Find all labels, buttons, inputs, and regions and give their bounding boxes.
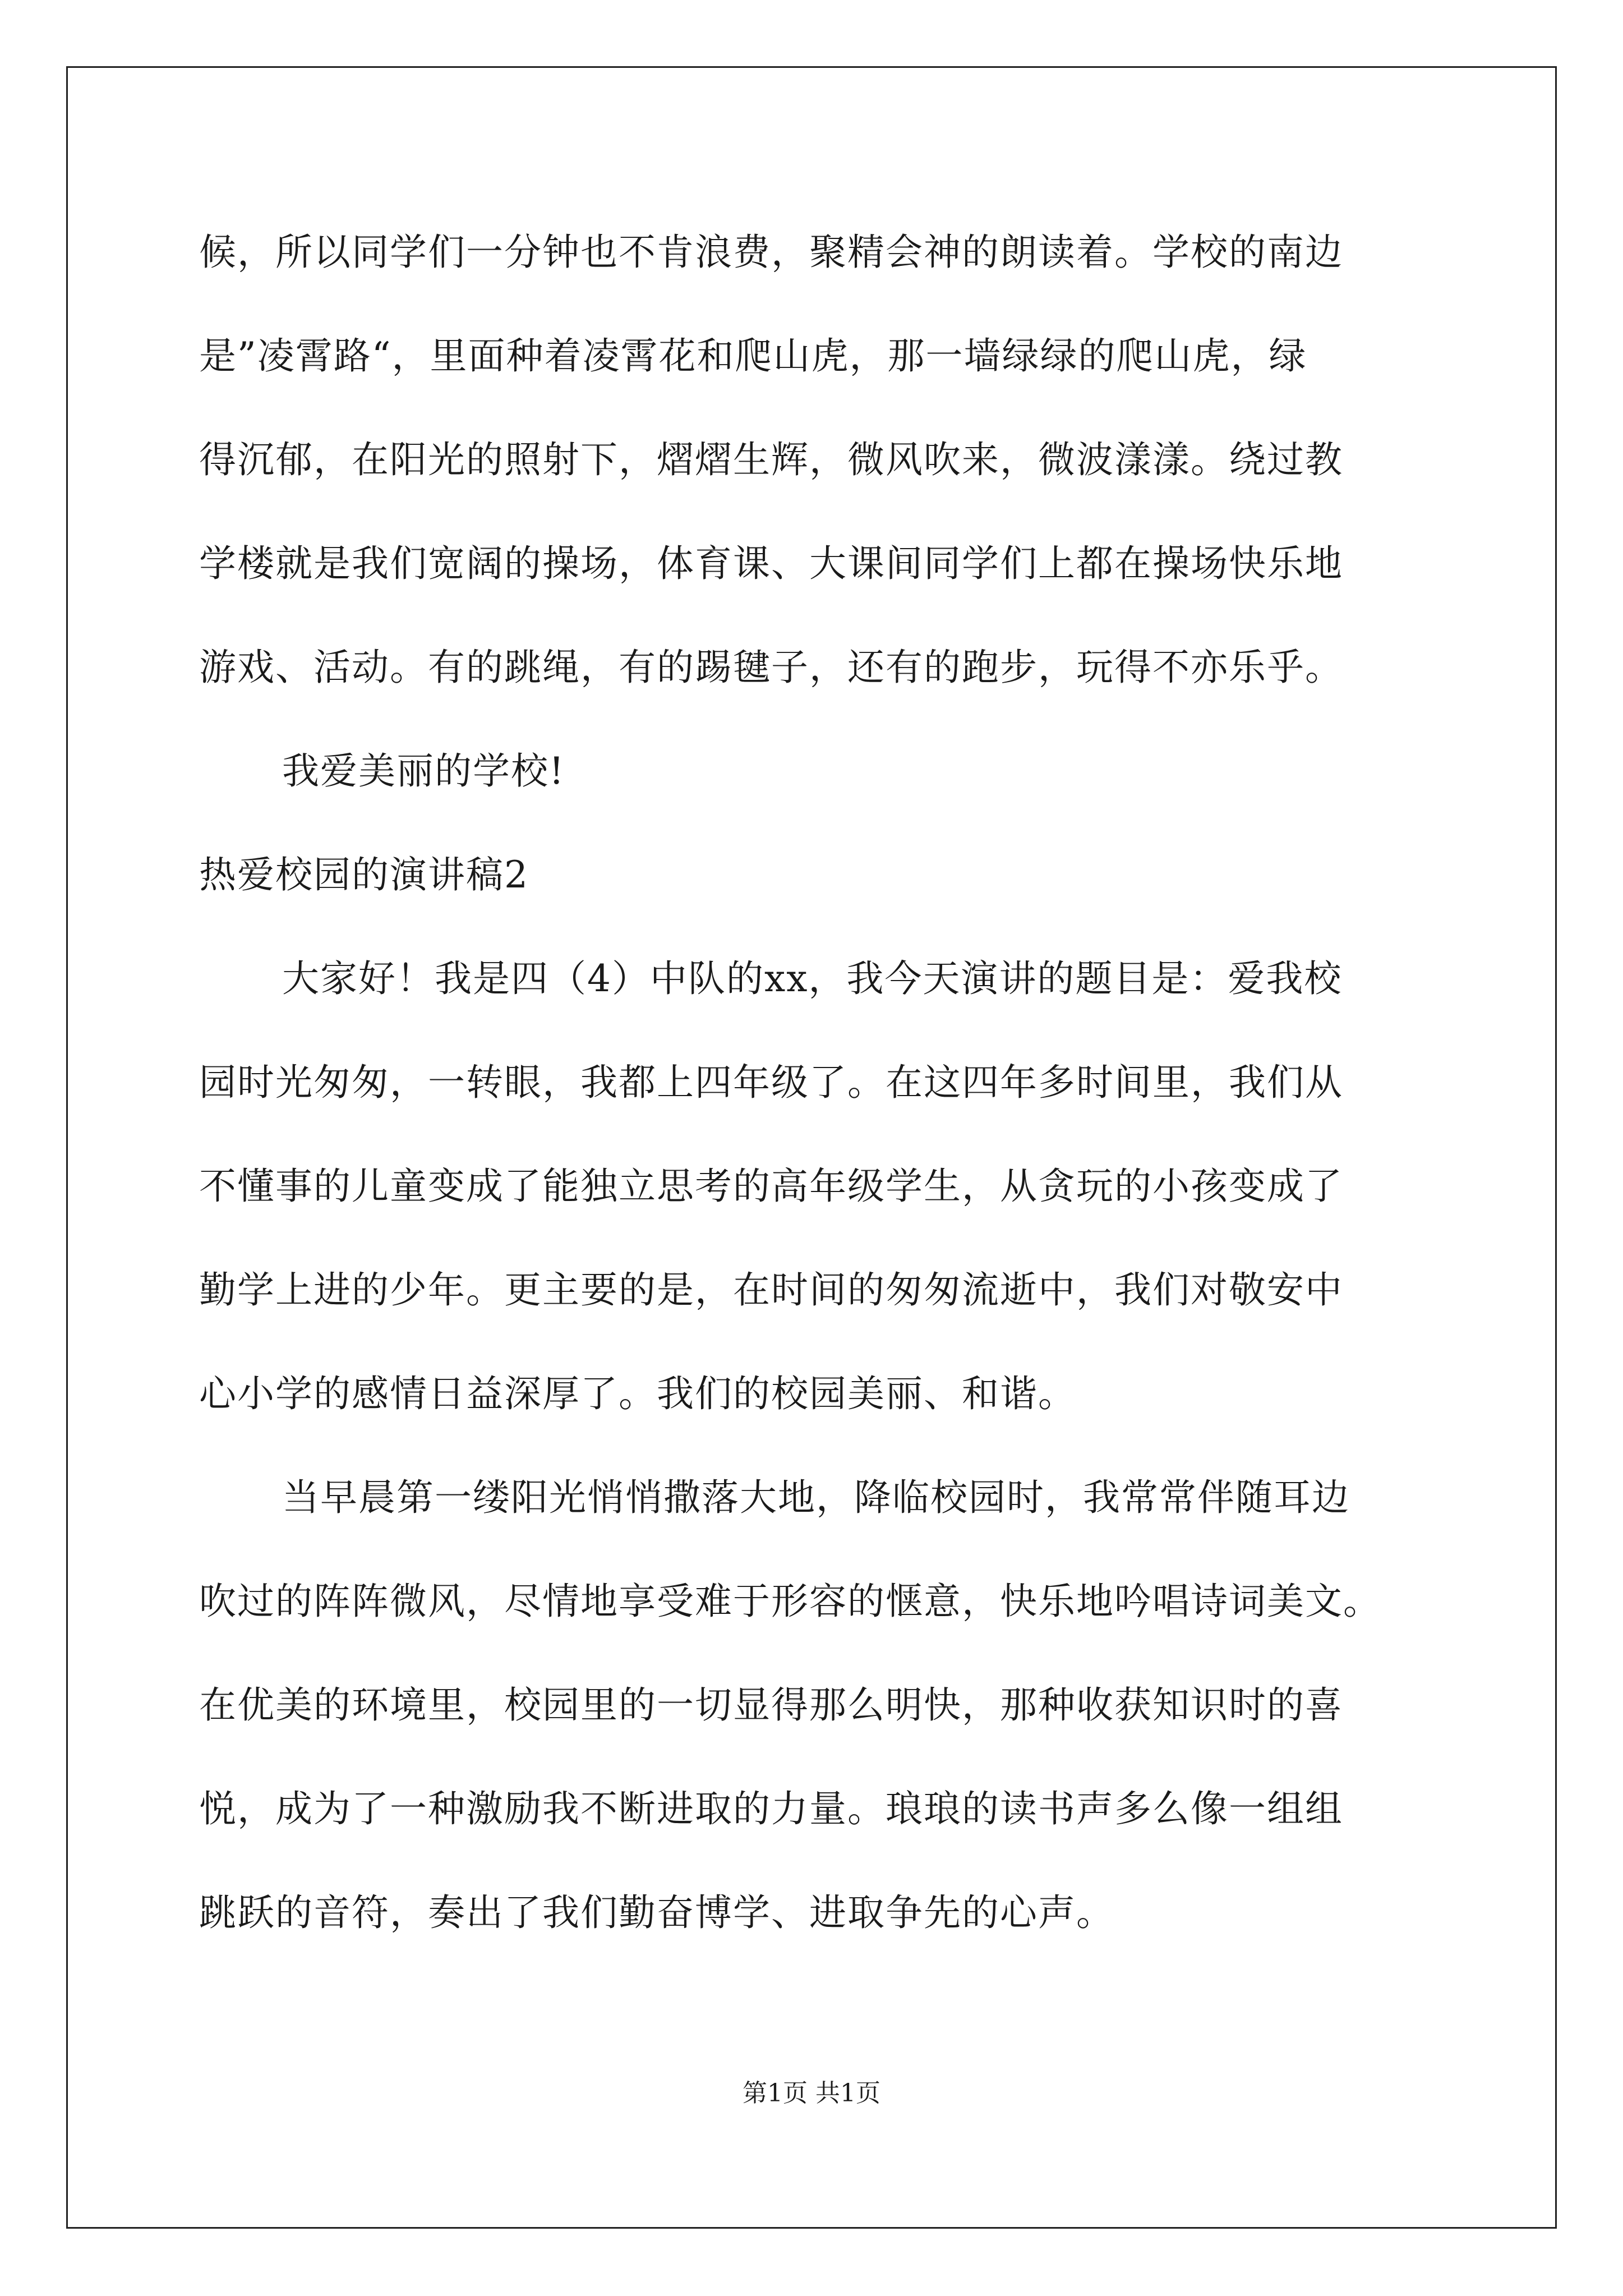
text-line: 悦，成为了一种激励我不断进取的力量。琅琅的读书声多么像一组组 [199,1787,1343,1830]
text-line: 心小学的感情日益深厚了。我们的校园美丽、和谐。 [199,1372,1076,1415]
text-line: 我爱美丽的学校! [282,749,565,793]
text-line: 园时光匆匆，一转眼，我都上四年级了。在这四年多时间里，我们从 [199,1061,1343,1104]
text-line: 跳跃的音符，奏出了我们勤奋博学、进取争先的心声。 [199,1891,1114,1934]
section-heading: 热爱校园的演讲稿2 [199,853,529,896]
text-line: 游戏、活动。有的跳绳，有的踢毽子，还有的跑步，玩得不亦乐乎。 [199,646,1343,689]
text-line: 当早晨第一缕阳光悄悄撒落大地，降临校园时，我常常伴随耳边 [282,1476,1350,1519]
text-line: 是”凌霄路“，里面种着凌霄花和爬山虎，那一墙绿绿的爬山虎，绿 [199,334,1307,378]
text-line: 大家好！我是四（4）中队的xx，我今天演讲的题目是：爱我校 [282,957,1343,1000]
text-line: 在优美的环境里，校园里的一切显得那么明快，那种收获知识时的喜 [199,1683,1343,1727]
text-line: 勤学上进的少年。更主要的是，在时间的匆匆流逝中，我们对敬安中 [199,1268,1343,1312]
text-line: 得沉郁，在阳光的照射下，熠熠生辉，微风吹来，微波漾漾。绕过教 [199,438,1343,481]
text-line: 不懂事的儿童变成了能独立思考的高年级学生，从贪玩的小孩变成了 [199,1165,1343,1208]
text-line: 候，所以同学们一分钟也不肯浪费，聚精会神的朗读着。学校的南边 [199,231,1343,274]
text-line: 吹过的阵阵微风，尽情地享受难于形容的惬意，快乐地吟唱诗词美文。 [199,1580,1381,1623]
page-number-footer: 第1页 共1页 [743,2079,880,2108]
text-line: 学楼就是我们宽阔的操场，体育课、大课间同学们上都在操场快乐地 [199,542,1343,585]
